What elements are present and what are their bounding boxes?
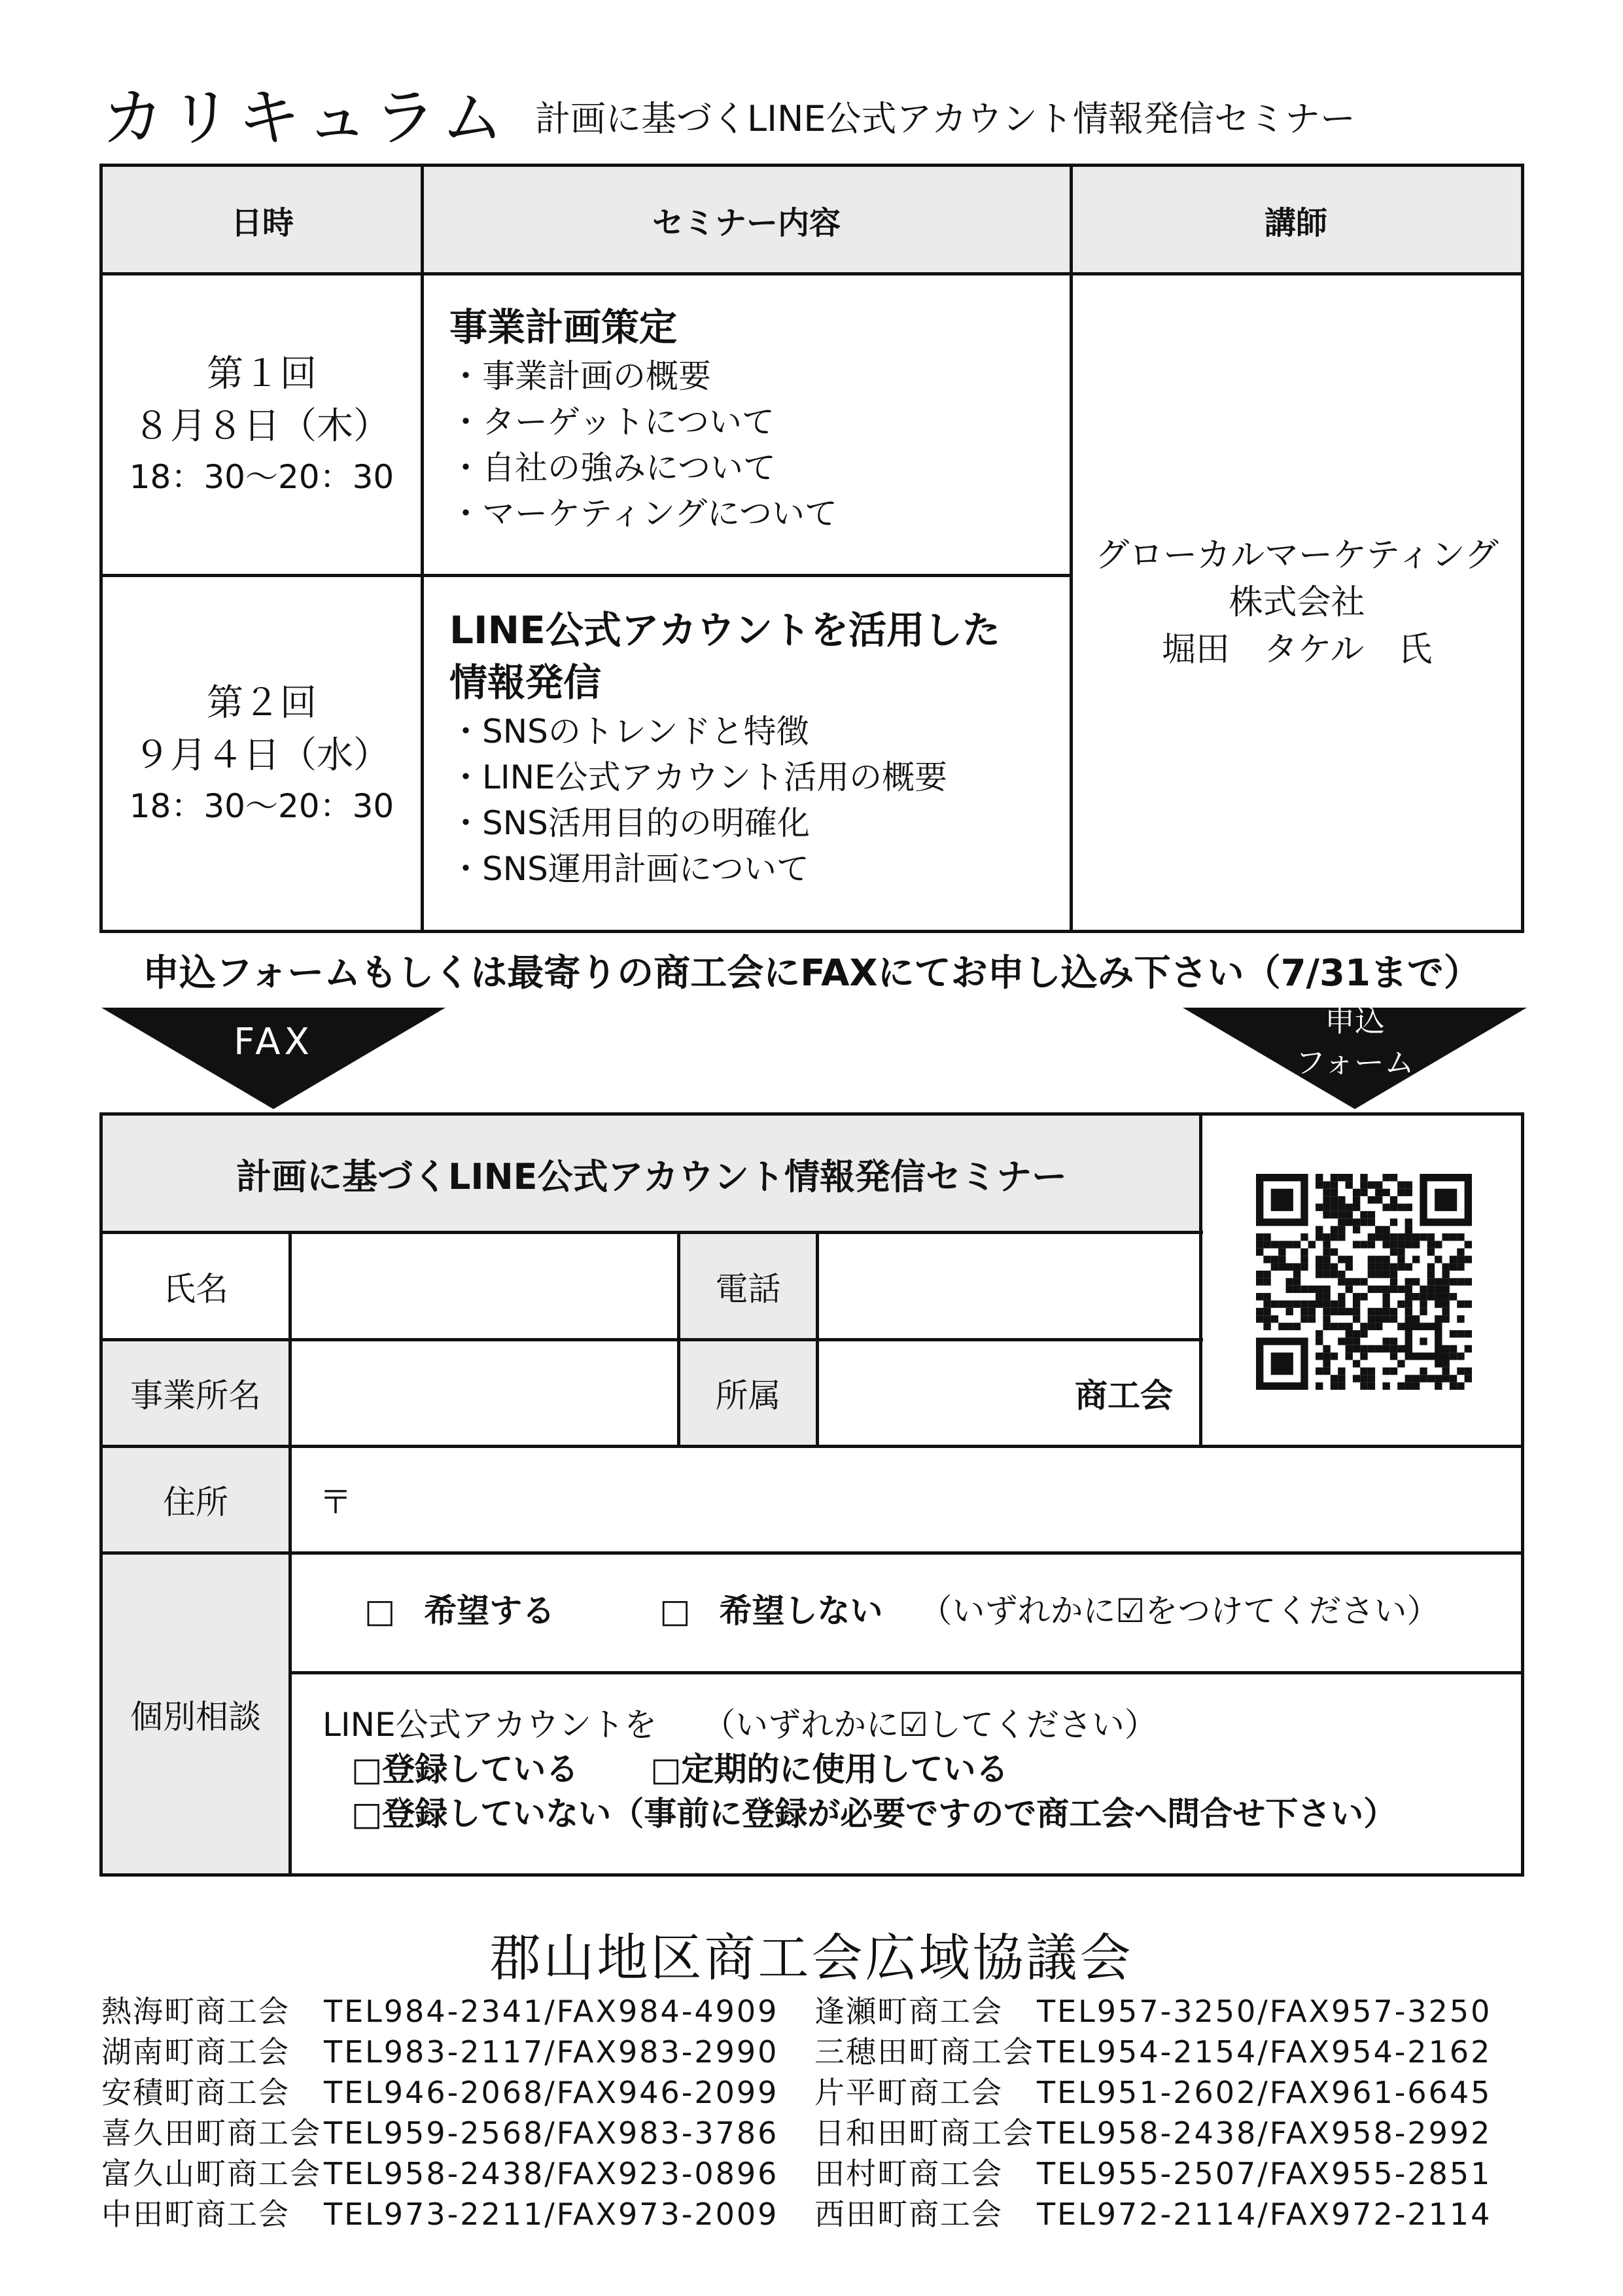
not-registered-row bbox=[351, 1790, 1396, 1837]
org-list-right bbox=[814, 1991, 1492, 2234]
line-account-prompt: LINE公式アカウントを bbox=[323, 1706, 657, 1744]
form-label-line: フォーム bbox=[1295, 1045, 1414, 1080]
org-row bbox=[101, 2153, 778, 2194]
consultation-label: 個別相談 bbox=[103, 1555, 288, 1873]
application-form bbox=[99, 1112, 1524, 1877]
org-contact: TEL957-3250/FAX957-3250 bbox=[1037, 1994, 1492, 2029]
org-row bbox=[814, 2153, 1492, 2194]
org-name: 湖南町商工会 bbox=[101, 2034, 290, 2070]
org-name: 喜久田町商工会 bbox=[101, 2115, 321, 2151]
consultation-options bbox=[364, 1587, 1439, 1634]
org-name: 富久山町商工会 bbox=[101, 2156, 321, 2191]
fax-label: FAX bbox=[234, 1021, 313, 1063]
org-name: 三穂田町商工会 bbox=[814, 2034, 1034, 2070]
not-registered-checkbox[interactable]: □登録していない（事前に登録が必要ですので商工会へ問合せ下さい） bbox=[351, 1795, 1397, 1833]
consultation-note: （いずれかに☑をつけてください） bbox=[919, 1592, 1440, 1630]
page-title: カリキュラム bbox=[101, 81, 510, 154]
org-contact: TEL951-2602/FAX961-6645 bbox=[1037, 2075, 1492, 2110]
form-divider bbox=[1199, 1116, 1202, 1446]
session-2-content bbox=[449, 604, 1058, 892]
session-1-datetime bbox=[103, 275, 421, 574]
wish-checkbox[interactable]: □ bbox=[364, 1592, 396, 1630]
postal-mark: 〒 bbox=[319, 1483, 352, 1521]
org-contact: TEL972-2114/FAX972-2114 bbox=[1037, 2197, 1492, 2232]
org-contact: TEL958-2438/FAX958-2992 bbox=[1037, 2115, 1492, 2151]
affiliation-field[interactable] bbox=[819, 1341, 1199, 1445]
page-subtitle: 計画に基づくLINE公式アカウント情報発信セミナー bbox=[535, 98, 1355, 139]
affiliation-suffix: 商工会 bbox=[1075, 1377, 1173, 1415]
line-account-options-row bbox=[351, 1746, 1009, 1793]
org-name: 西田町商工会 bbox=[814, 2197, 1003, 2232]
org-row bbox=[101, 2113, 778, 2153]
form-arrow-label bbox=[1183, 1000, 1527, 1084]
column-header-lecturer: 講師 bbox=[1071, 167, 1521, 274]
session-time: 18：30～20：30 bbox=[129, 458, 394, 496]
phone-field[interactable] bbox=[819, 1234, 1199, 1338]
application-notice: 申込フォームもしくは最寄りの商工会にFAXにてお申し込み下さい（7/31まで） bbox=[143, 952, 1480, 995]
session-date: ８月８日（木） bbox=[133, 405, 390, 448]
session-number: 第１回 bbox=[207, 353, 317, 395]
org-name: 熱海町商工会 bbox=[101, 1994, 290, 2029]
org-row bbox=[101, 2032, 778, 2072]
org-contact: TEL984-2341/FAX984-4909 bbox=[324, 1994, 779, 2029]
wish-label: 希望する bbox=[424, 1592, 555, 1630]
list-item: ・SNS活用目的の明確化 bbox=[449, 804, 810, 842]
org-list-left bbox=[101, 1991, 778, 2234]
address-label: 住所 bbox=[103, 1448, 288, 1551]
qr-code-icon[interactable] bbox=[1256, 1174, 1472, 1390]
org-contact: TEL983-2117/FAX983-2990 bbox=[324, 2034, 779, 2070]
registered-checkbox[interactable]: □登録している bbox=[351, 1750, 579, 1788]
session-title: 事業計画策定 bbox=[449, 305, 678, 349]
org-name: 安積町商工会 bbox=[101, 2075, 290, 2110]
line-account-prompt-row bbox=[323, 1701, 1157, 1748]
session-title: 情報発信 bbox=[449, 660, 602, 705]
list-item: ・LINE公式アカウント活用の概要 bbox=[449, 758, 948, 796]
regular-use-checkbox[interactable]: □定期的に使用している bbox=[650, 1750, 1009, 1788]
form-divider bbox=[103, 1551, 1521, 1555]
list-item: ・マーケティングについて bbox=[449, 495, 837, 533]
table-divider bbox=[421, 167, 424, 930]
lecturer-cell bbox=[1073, 275, 1521, 930]
session-1-content bbox=[449, 301, 1058, 537]
business-label: 事業所名 bbox=[103, 1341, 288, 1445]
column-header-content: セミナー内容 bbox=[422, 167, 1071, 274]
org-row bbox=[814, 2194, 1492, 2234]
no-wish-label: 希望しない bbox=[719, 1592, 883, 1630]
lecturer-company: グローカルマーケティング bbox=[1095, 536, 1499, 575]
footer-title: 郡山地区商工会広域協議会 bbox=[489, 1929, 1134, 1988]
org-row bbox=[814, 2032, 1492, 2072]
name-field[interactable] bbox=[292, 1234, 677, 1338]
list-item: ・自社の強みについて bbox=[449, 449, 776, 487]
session-time: 18：30～20：30 bbox=[129, 786, 394, 825]
curriculum-table bbox=[99, 164, 1524, 933]
list-item: ・SNS運用計画について bbox=[449, 850, 809, 888]
org-name: 田村町商工会 bbox=[814, 2156, 1003, 2191]
org-name: 中田町商工会 bbox=[101, 2197, 290, 2232]
line-account-note: （いずれかに☑してください） bbox=[703, 1706, 1157, 1744]
session-number: 第２回 bbox=[207, 681, 317, 724]
affiliation-label: 所属 bbox=[680, 1341, 816, 1445]
org-name: 逢瀬町商工会 bbox=[814, 1994, 1003, 2029]
qr-code-cell[interactable] bbox=[1207, 1116, 1521, 1448]
org-row bbox=[101, 1991, 778, 2032]
session-2-datetime bbox=[103, 577, 421, 930]
list-item: ・ターゲットについて bbox=[449, 403, 775, 441]
address-field[interactable] bbox=[292, 1448, 1521, 1551]
org-contact: TEL973-2211/FAX973-2009 bbox=[324, 2197, 779, 2232]
phone-label: 電話 bbox=[680, 1234, 816, 1338]
lecturer-company-suffix: 株式会社 bbox=[1229, 583, 1365, 622]
session-title: LINE公式アカウントを活用した bbox=[449, 608, 1001, 652]
list-item: ・SNSのトレンドと特徴 bbox=[449, 713, 809, 751]
form-divider bbox=[290, 1671, 1521, 1674]
list-item: ・事業計画の概要 bbox=[449, 357, 711, 395]
org-row bbox=[814, 2072, 1492, 2113]
org-contact: TEL946-2068/FAX946-2099 bbox=[324, 2075, 779, 2110]
org-contact: TEL954-2154/FAX954-2162 bbox=[1037, 2034, 1492, 2070]
business-field[interactable] bbox=[292, 1341, 677, 1445]
org-row bbox=[814, 2113, 1492, 2153]
org-row bbox=[101, 2194, 778, 2234]
column-header-datetime: 日時 bbox=[103, 167, 422, 274]
name-label: 氏名 bbox=[163, 1269, 228, 1308]
org-contact: TEL959-2568/FAX983-3786 bbox=[324, 2115, 779, 2151]
org-contact: TEL958-2438/FAX923-0896 bbox=[324, 2156, 779, 2191]
org-row bbox=[814, 1991, 1492, 2032]
session-date: ９月４日（水） bbox=[133, 733, 390, 777]
form-label-line: 申込 bbox=[1325, 1003, 1385, 1038]
org-name: 日和田町商工会 bbox=[814, 2115, 1034, 2151]
lecturer-name: 堀田 タケル 氏 bbox=[1161, 630, 1433, 669]
org-contact: TEL955-2507/FAX955-2851 bbox=[1037, 2156, 1492, 2191]
org-name: 片平町商工会 bbox=[814, 2075, 1003, 2110]
form-title: 計画に基づくLINE公式アカウント情報発信セミナー bbox=[103, 1116, 1200, 1232]
org-row bbox=[101, 2072, 778, 2113]
no-wish-checkbox[interactable]: □ bbox=[659, 1592, 691, 1630]
